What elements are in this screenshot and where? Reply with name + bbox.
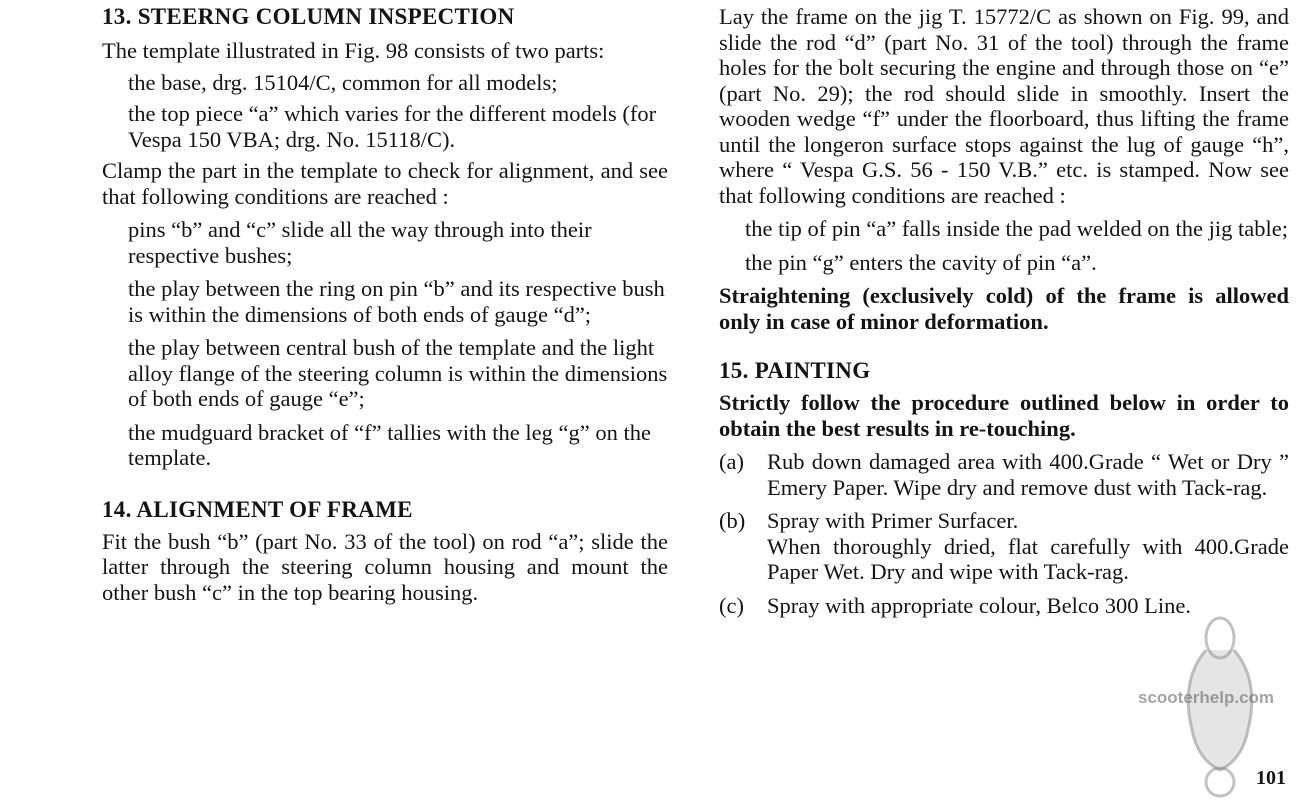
step-text: Spray with Primer Surfacer. xyxy=(767,508,1019,533)
page-number: 101 xyxy=(1256,767,1286,789)
condition-item: the play between the ring on pin “b” and its respective bush is within the dimensions of both ends of gauge “d”; xyxy=(128,276,665,327)
alignment-condition: the tip of pin “a” falls inside the pad welded on the jig table; xyxy=(745,216,1288,241)
template-item: the base, drg. 15104/C, common for all models; xyxy=(128,69,558,95)
section-15-title: 15. PAINTING xyxy=(719,358,871,383)
template-item: the top piece “a” which varies for the different models (for Vespa 150 VBA; drg. No. 15118/C). xyxy=(128,101,657,152)
straightening-note: Straightening (exclusively cold) of the frame is allowed only in case of minor deformation. xyxy=(719,283,1289,334)
watermark-text: scooterhelp.com xyxy=(1138,688,1275,707)
section-14-body: Fit the bush “b” (part No. 33 of the tool) on rod “a”; slide the latter through the steering column housing and mount the other bush “c” in the top bearing housing. xyxy=(102,528,668,605)
section-13-title: 13. STEERNG COLUMN INSPECTION xyxy=(102,4,515,29)
section-13-intro: The template illustrated in Fig. 98 consists of two parts: xyxy=(102,38,605,63)
alignment-condition: the pin “g” enters the cavity of pin “a”. xyxy=(745,249,1097,275)
section-13-clamp-text: Clamp the part in the template to check for alignment, and see that following conditions are reached : xyxy=(102,158,668,209)
step-label: (b) xyxy=(719,508,746,533)
condition-item: pins “b” and “c” slide all the way through into their respective bushes; xyxy=(128,217,592,268)
painting-step xyxy=(719,508,1289,585)
step-text-continued: When thoroughly dried, flat carefully with 400.Grade Paper Wet. Dry and wipe with Tack-rag. xyxy=(767,533,1289,584)
step-text: Spray with appropriate colour, Belco 300 Line. xyxy=(767,592,1191,618)
painting-step xyxy=(719,449,1289,500)
section-15-intro: Strictly follow the procedure outlined below in order to obtain the best results in re-touching. xyxy=(719,390,1289,441)
step-body xyxy=(767,508,1289,585)
section-14-continuation: Lay the frame on the jig T. 15772/C as shown on Fig. 99, and slide the rod “d” (part No. 31 of the tool) through the frame holes for the bolt securing the engine and through those on “e” (part No. 29); the rod should slide in smoothly. Insert the wooden wedge “f” under the floorboard, thus lifting the frame until the longeron surface stops against the lug of gauge “h”, where “ Vespa G.S. 56 - 150 V.B.” etc. is stamped. Now see that following conditions are reached : xyxy=(719,4,1289,208)
right-column xyxy=(719,0,1289,618)
left-column xyxy=(102,0,668,605)
condition-item: the mudguard bracket of “f” tallies with the leg “g” on the template. xyxy=(128,419,651,470)
step-label: (c) xyxy=(719,592,744,618)
section-14-title: 14. ALIGNMENT OF FRAME xyxy=(102,496,413,522)
step-label: (a) xyxy=(719,449,744,474)
condition-item: the play between central bush of the template and the light alloy flange of the steering column is within the dimensions of both ends of gauge “e”; xyxy=(128,335,668,411)
step-text: Rub down damaged area with 400.Grade “ Wet or Dry ” Emery Paper. Wipe dry and remove dust with Tack-rag. xyxy=(767,449,1289,500)
